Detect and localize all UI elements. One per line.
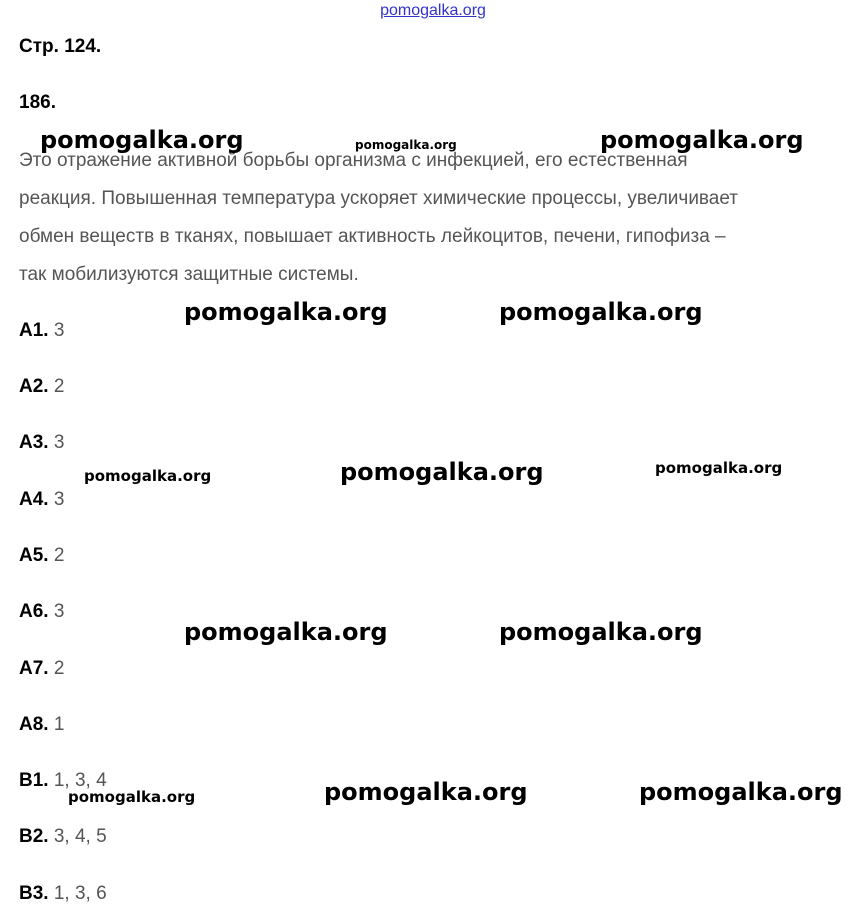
answer-key: А1.: [19, 320, 49, 341]
watermark: pomogalka.org: [184, 618, 388, 646]
answer-key: В3.: [19, 883, 49, 904]
answer-row: [19, 826, 107, 848]
answer-value: 2: [53, 376, 65, 397]
watermark: pomogalka.org: [184, 298, 388, 326]
answer-row: [19, 376, 64, 398]
watermark: pomogalka.org: [340, 458, 544, 486]
answer-value: 2: [53, 658, 65, 679]
answer-row: [19, 714, 64, 736]
answer-key: В1.: [19, 770, 49, 791]
answer-key: А2.: [19, 376, 49, 397]
paragraph-line: обмен веществ в тканях, повышает активность лейкоцитов, печени, гипофиза –: [19, 226, 726, 247]
site-link[interactable]: pomogalka.org: [380, 2, 486, 19]
answer-value: 3: [53, 489, 65, 510]
answer-value: 1, 3, 4: [53, 770, 107, 791]
answer-value: 3: [53, 601, 65, 622]
answer-row: [19, 883, 107, 905]
watermark: pomogalka.org: [499, 298, 703, 326]
answer-row: [19, 489, 64, 511]
paragraph-line: так мобилизуются защитные системы.: [19, 264, 359, 285]
answer-value: 3, 4, 5: [53, 826, 107, 847]
answer-value: 1: [53, 714, 65, 735]
task-number: 186.: [19, 92, 56, 113]
answer-key: А7.: [19, 658, 49, 679]
watermark: pomogalka.org: [639, 778, 843, 806]
paragraph-line: Это отражение активной борьбы организма с инфекцией, его естественная: [19, 150, 688, 171]
watermark: pomogalka.org: [655, 459, 783, 477]
answer-row: [19, 432, 64, 454]
answer-row: [19, 320, 64, 342]
answer-row: [19, 601, 64, 623]
answer-value: 3: [53, 432, 65, 453]
answer-key: А6.: [19, 601, 49, 622]
answer-key: А3.: [19, 432, 49, 453]
watermark: pomogalka.org: [600, 126, 804, 154]
watermark: pomogalka.org: [68, 788, 196, 806]
watermark: pomogalka.org: [355, 138, 457, 152]
answer-row: [19, 658, 64, 680]
answer-key: В2.: [19, 826, 49, 847]
answer-value: 1, 3, 6: [53, 883, 107, 904]
answer-value: 2: [53, 545, 65, 566]
answer-row: [19, 545, 64, 567]
watermark: pomogalka.org: [40, 126, 244, 154]
answer-key: А4.: [19, 489, 49, 510]
answer-value: 3: [53, 320, 65, 341]
paragraph-line: реакция. Повышенная температура ускоряет химические процессы, увеличивает: [19, 188, 739, 209]
page-reference: Стр. 124.: [19, 36, 102, 57]
watermark: pomogalka.org: [499, 618, 703, 646]
answer-key: А5.: [19, 545, 49, 566]
answer-key: А8.: [19, 714, 49, 735]
watermark: pomogalka.org: [324, 778, 528, 806]
watermark: pomogalka.org: [84, 467, 212, 485]
